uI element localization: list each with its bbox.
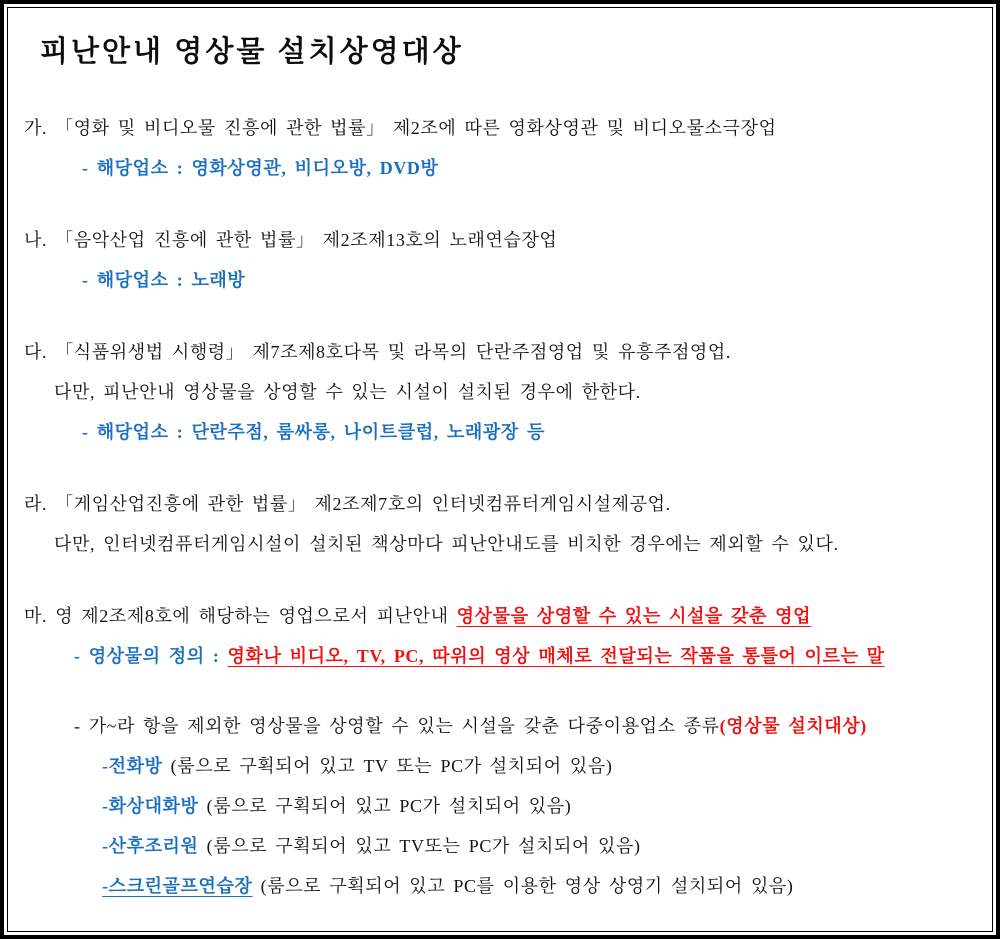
ma-heading-emphasis: 영상물을 상영할 수 있는 시설을 갖춘 영업: [456, 606, 812, 626]
section-da: [24, 332, 976, 452]
venue-item-phone-room: [24, 746, 976, 786]
section-da-note: 다만, 피난안내 영상물을 상영할 수 있는 시설이 설치된 경우에 한한다.: [54, 382, 641, 402]
venue-description: (룸으로 구획되어 있고 TV 또는 PC가 설치되어 있음): [162, 756, 613, 776]
section-ga: [24, 108, 976, 188]
venue-name: -스크린골프연습장: [102, 876, 253, 896]
section-ra-note: 다만, 인터넷컴퓨터게임시설이 설치된 책상마다 피난안내도를 비치한 경우에는 제외할 수 있다.: [54, 534, 839, 554]
venue-item-video-chat-room: [24, 786, 976, 826]
venue-description: (룸으로 구획되어 있고 PC가 설치되어 있음): [198, 796, 572, 816]
section-ra-heading: 라. 「게임산업진흥에 관한 법률」 제2조제7호의 인터넷컴퓨터게임시설제공업.: [24, 494, 671, 514]
ma-category-line: [24, 706, 976, 746]
section-ra: [24, 484, 976, 564]
ma-heading-plain-text: 마. 영 제2조제8호에 해당하는 영업으로서 피난안내: [24, 606, 457, 626]
venue-item-postnatal-care-center: [24, 826, 976, 866]
section-na-business-list: - 해당업소 : 노래방: [82, 270, 246, 290]
document-border-frame: [7, 7, 993, 932]
ma-category-emphasis: (영상물 설치대상): [719, 716, 867, 736]
venue-description: (룸으로 구획되어 있고 TV또는 PC가 설치되어 있음): [198, 836, 641, 856]
page-title: 피난안내 영상물 설치상영대상: [40, 36, 464, 68]
ma-definition-text: 영화나 비디오, TV, PC, 따위의 영상 매체로 전달되는 작품을 통틀어 이르는 말: [227, 646, 885, 666]
ma-definition-label: - 영상물의 정의 :: [74, 646, 228, 666]
section-ga-heading: 가. 「영화 및 비디오물 진흥에 관한 법률」 제2조에 따른 영화상영관 및 비디오물소극장업: [24, 118, 777, 138]
venue-item-screen-golf-practice-range: [24, 866, 976, 906]
section-ma: [24, 596, 976, 906]
venue-description: (룸으로 구획되어 있고 PC를 이용한 영상 상영기 설치되어 있음): [252, 876, 794, 896]
ma-definition-line: [24, 636, 976, 676]
venue-name: -전화방: [102, 756, 163, 776]
blank-spacer: [24, 676, 976, 706]
ma-category-plain-text: - 가~라 항을 제외한 영상물을 상영할 수 있는 시설을 갖춘 다중이용업소 종류: [74, 716, 720, 736]
section-da-heading: 다. 「식품위생법 시행령」 제7조제8호다목 및 라목의 단란주점영업 및 유흥주점영업.: [24, 342, 732, 362]
venue-name: -산후조리원: [102, 836, 199, 856]
venue-name: -화상대화방: [102, 796, 199, 816]
section-ga-business-list: - 해당업소 : 영화상영관, 비디오방, DVD방: [82, 158, 439, 178]
section-da-business-list: - 해당업소 : 단란주점, 룸싸롱, 나이트클럽, 노래광장 등: [82, 422, 545, 442]
section-na-heading: 나. 「음악산업 진흥에 관한 법률」 제2조제13호의 노래연습장업: [24, 230, 558, 250]
section-na: [24, 220, 976, 300]
section-ma-heading: [24, 596, 976, 636]
